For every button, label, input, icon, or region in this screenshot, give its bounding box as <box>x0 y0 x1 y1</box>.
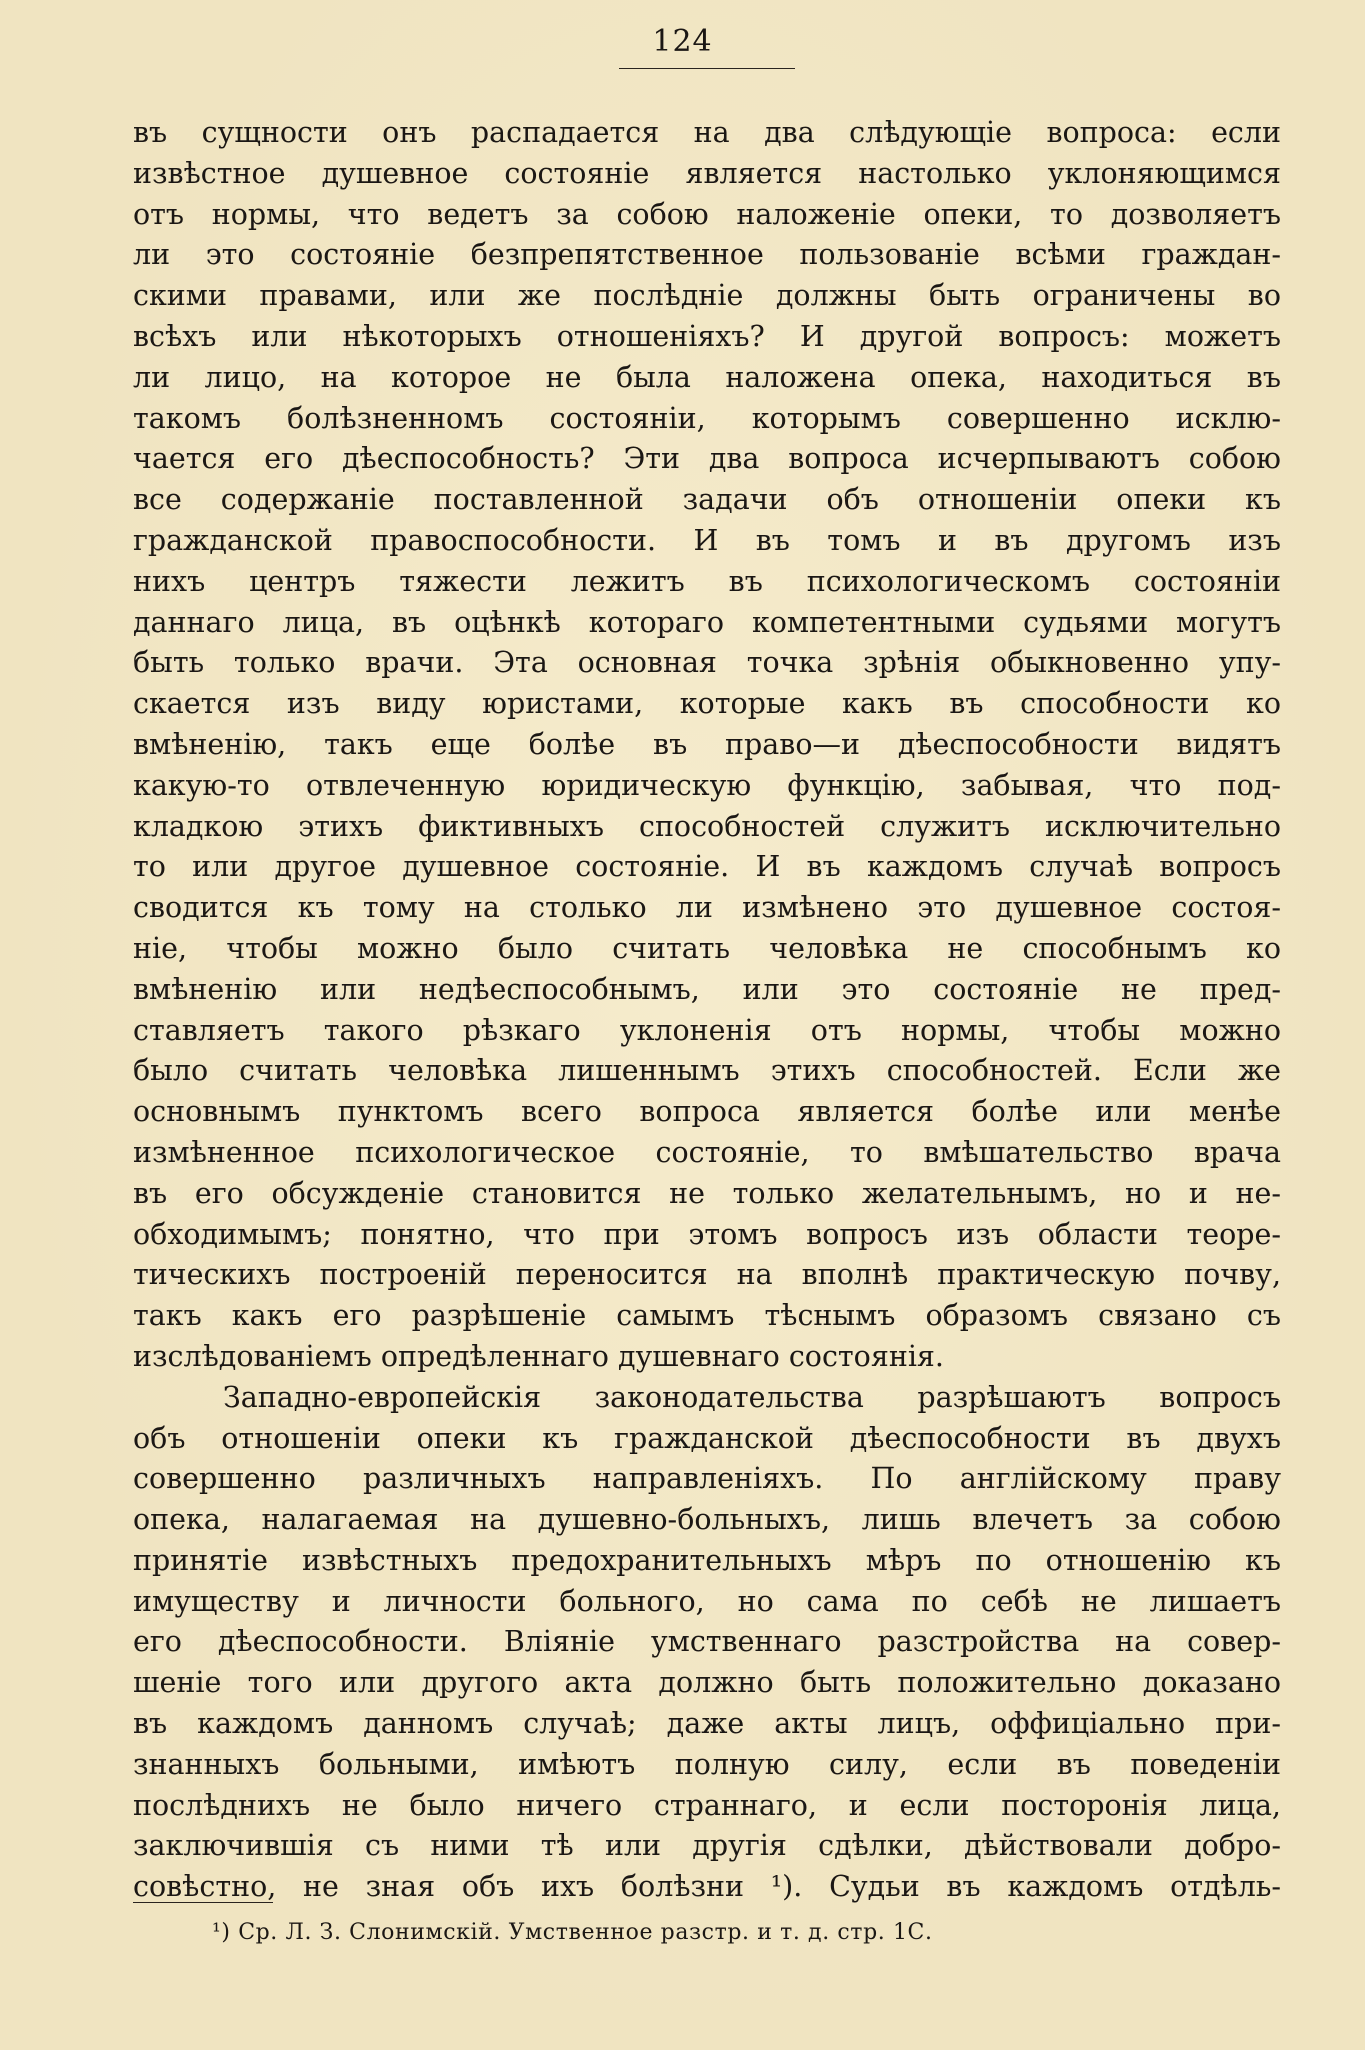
text-line: даннаго лица, въ оцѣнкѣ котораго компетентными судьями могутъ <box>133 605 1281 639</box>
text-line: нихъ центръ тяжести лежитъ въ психологическомъ состояніи <box>133 564 1281 598</box>
text-line: скается изъ виду юристами, которые какъ въ способности ко <box>133 687 1281 721</box>
text-line: въ каждомъ данномъ случаѣ; даже акты лицъ, оффиціально при- <box>133 1707 1281 1741</box>
text-line: обходимымъ; понятно, что при этомъ вопросъ изъ области теоре- <box>133 1217 1281 1251</box>
text-line: тическихъ построеній переносится на вполнѣ практическую почву, <box>133 1258 1281 1292</box>
text-line: его дѣеспособности. Вліяніе умственнаго разстройства на совер- <box>133 1625 1281 1659</box>
text-line: объ отношеніи опеки къ гражданской дѣеспособности въ двухъ <box>133 1421 1281 1455</box>
text-line: послѣднихъ не было ничего страннаго, и если посторонія лица, <box>133 1788 1281 1822</box>
text-line: такъ какъ его разрѣшеніе самымъ тѣснымъ образомъ связано съ <box>133 1299 1281 1333</box>
text-line: ли лицо, на которое не была наложена опека, находиться въ <box>133 360 1281 394</box>
text-line: совершенно различныхъ направленіяхъ. По англійскому праву <box>133 1462 1281 1496</box>
paragraph-end-line: изслѣдованіемъ опредѣленнаго душевнаго состоянія. <box>133 1339 944 1373</box>
text-line: совѣстно, не зная объ ихъ болѣзни ¹). Судьи въ каждомъ отдѣль- <box>133 1870 1281 1904</box>
text-line: извѣстное душевное состояніе является настолько уклоняющимся <box>133 156 1281 190</box>
text-line: основнымъ пунктомъ всего вопроса является болѣе или менѣе <box>133 1095 1281 1129</box>
text-line: ставляетъ такого рѣзкаго уклоненія отъ нормы, чтобы можно <box>133 1013 1281 1047</box>
body-text <box>133 113 1281 1908</box>
text-line: гражданской правоспособности. И въ томъ и въ другомъ изъ <box>133 523 1281 557</box>
text-line: быть только врачи. Эта основная точка зрѣнія обыкновенно упу- <box>133 646 1281 680</box>
text-line: сводится къ тому на столько ли измѣнено это душевное состоя- <box>133 891 1281 925</box>
text-line: такомъ болѣзненномъ состояніи, которымъ совершенно исклю- <box>133 401 1281 435</box>
text-line: въ его обсужденіе становится не только желательнымъ, но и не- <box>133 1176 1281 1210</box>
text-line: все содержаніе поставленной задачи объ отношеніи опеки къ <box>133 483 1281 517</box>
text-line: скими правами, или же послѣдніе должны быть ограничены во <box>133 279 1281 313</box>
header-rule <box>619 68 795 69</box>
text-line: вмѣненію или недѣеспособнымъ, или это состояніе не пред- <box>133 972 1281 1006</box>
text-line: вмѣненію, такъ еще болѣе въ право—и дѣеспособности видятъ <box>133 727 1281 761</box>
text-line: имуществу и личности больного, но сама по себѣ не лишаетъ <box>133 1584 1281 1618</box>
text-line: принятіе извѣстныхъ предохранительныхъ мѣръ по отношенію къ <box>133 1543 1281 1577</box>
text-line: ли это состояніе безпрепятственное пользованіе всѣми граждан- <box>133 238 1281 272</box>
text-line: шеніе того или другого акта должно быть положительно доказано <box>133 1666 1281 1700</box>
text-line: чается его дѣеспособность? Эти два вопроса исчерпываютъ собою <box>133 442 1281 476</box>
text-line: то или другое душевное состояніе. И въ каждомъ случаѣ вопросъ <box>133 850 1281 884</box>
text-line: знанныхъ больными, имѣютъ полную силу, если въ поведеніи <box>133 1747 1281 1781</box>
text-line: измѣненное психологическое состояніе, то вмѣшательство врача <box>133 1135 1281 1169</box>
footnote-rule <box>133 1902 273 1903</box>
text-line: какую-то отвлеченную юридическую функцію, забывая, что под- <box>133 768 1281 802</box>
text-line: заключившія съ ними тѣ или другія сдѣлки, дѣйствовали добро- <box>133 1829 1281 1863</box>
text-line: ніе, чтобы можно было считать человѣка не способнымъ ко <box>133 931 1281 965</box>
text-line: было считать человѣка лишеннымъ этихъ способностей. Если же <box>133 1054 1281 1088</box>
text-line: въ сущности онъ распадается на два слѣдующіе вопроса: если <box>133 116 1281 149</box>
text-line: опека, налагаемая на душевно-больныхъ, лишь влечетъ за собою <box>133 1503 1281 1537</box>
text-line: кладкою этихъ фиктивныхъ способностей служитъ исключительно <box>133 809 1281 843</box>
text-line: отъ нормы, что ведетъ за собою наложеніе опеки, то дозволяетъ <box>133 197 1281 231</box>
page-number: 124 <box>652 24 713 59</box>
paragraph-start-line: Западно-европейскія законодательства разрѣшаютъ вопросъ <box>223 1380 1281 1414</box>
footnote: ¹) Ср. Л. З. Слонимскій. Умственное разстр. и т. д. стр. 1С. <box>212 1920 933 1945</box>
text-line: всѣхъ или нѣкоторыхъ отношеніяхъ? И другой вопросъ: можетъ <box>133 319 1281 353</box>
